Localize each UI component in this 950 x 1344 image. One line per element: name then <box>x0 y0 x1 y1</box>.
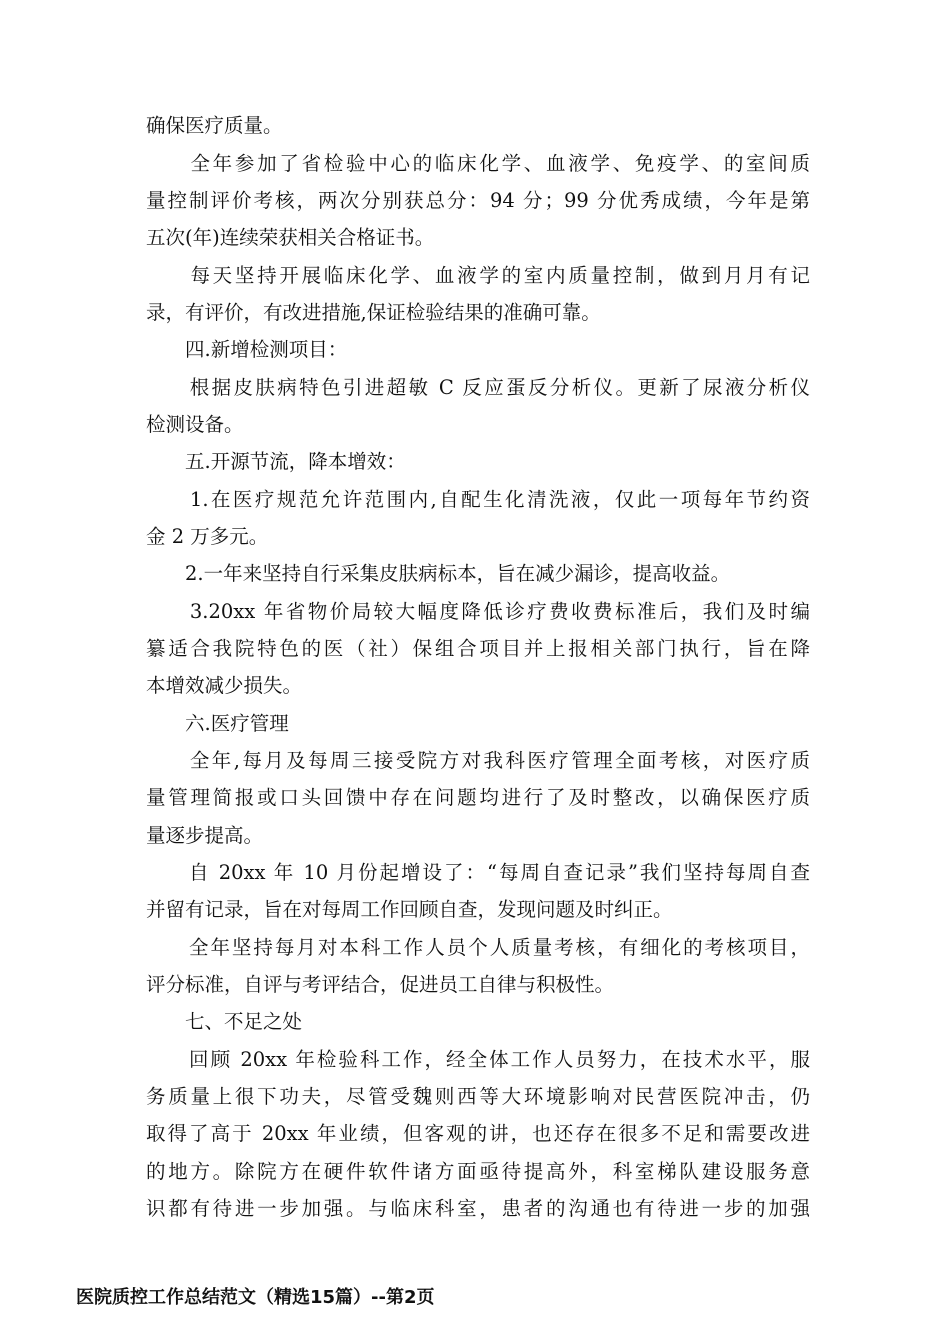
text-line: 纂适合我院特色的医（社）保组合项目并上报相关部门执行，旨在降 <box>146 637 810 660</box>
text-line: 1.在医疗规范允许范围内,自配生化清洗液，仅此一项每年节约资 <box>146 488 810 511</box>
text-line: 量管理简报或口头回馈中存在问题均进行了及时整改，以确保医疗质 <box>146 786 810 809</box>
text-line: 回顾 20xx 年检验科工作，经全体工作人员努力，在技术水平，服 <box>146 1048 810 1071</box>
text-line: 2.一年来坚持自行采集皮肤病标本，旨在减少漏诊，提高收益。 <box>146 562 731 585</box>
section-heading: 四.新增检测项目： <box>146 338 348 361</box>
text-line: 自 20xx 年 10 月份起增设了：“每周自查记录”我们坚持每周自查 <box>146 861 810 884</box>
text-line: 的地方。除院方在硬件软件诸方面亟待提高外，科室梯队建设服务意 <box>146 1160 810 1183</box>
text-line: 识都有待进一步加强。与临床科室，患者的沟通也有待进一步的加强 <box>146 1197 810 1220</box>
text-line: 务质量上很下功夫，尽管受魏则西等大环境影响对民营医院冲击，仍 <box>146 1085 810 1108</box>
text-line: 录，有评价，有改进措施,保证检验结果的准确可靠。 <box>146 301 601 324</box>
text-line: 评分标准，自评与考评结合，促进员工自律与积极性。 <box>146 973 615 996</box>
text-line: 3.20xx 年省物价局较大幅度降低诊疗费收费标准后，我们及时编 <box>146 600 810 623</box>
text-line: 五次(年)连续荣获相关合格证书。 <box>146 226 435 249</box>
section-heading: 五.开源节流，降本增效： <box>146 450 406 473</box>
text-line: 全年参加了省检验中心的临床化学、血液学、免疫学、的室间质 <box>146 152 810 175</box>
section-heading: 六.医疗管理 <box>146 712 289 735</box>
text-line: 根据皮肤病特色引进超敏 C 反应蛋反分析仪。更新了尿液分析仪 <box>146 376 810 399</box>
text-line: 每天坚持开展临床化学、血液学的室内质量控制，做到月月有记 <box>146 264 810 287</box>
text-line: 确保医疗质量。 <box>146 114 283 137</box>
text-line: 并留有记录，旨在对每周工作回顾自查，发现问题及时纠正。 <box>146 898 673 921</box>
text-line: 取得了高于 20xx 年业绩，但客观的讲，也还存在很多不足和需要改进 <box>146 1122 810 1145</box>
page-footer: 医院质控工作总结范文（精选15篇）--第2页 <box>76 1287 435 1308</box>
text-line: 本增效减少损失。 <box>146 674 303 697</box>
section-heading: 七、不足之处 <box>146 1010 303 1033</box>
text-line: 量逐步提高。 <box>146 824 264 847</box>
text-line: 检测设备。 <box>146 413 244 436</box>
text-line: 金 2 万多元。 <box>146 525 269 548</box>
text-line: 量控制评价考核，两次分别获总分：94 分；99 分优秀成绩，今年是第 <box>146 189 810 212</box>
text-line: 全年坚持每月对本科工作人员个人质量考核，有细化的考核项目， <box>146 936 810 959</box>
text-line: 全年,每月及每周三接受院方对我科医疗管理全面考核，对医疗质 <box>146 749 810 772</box>
